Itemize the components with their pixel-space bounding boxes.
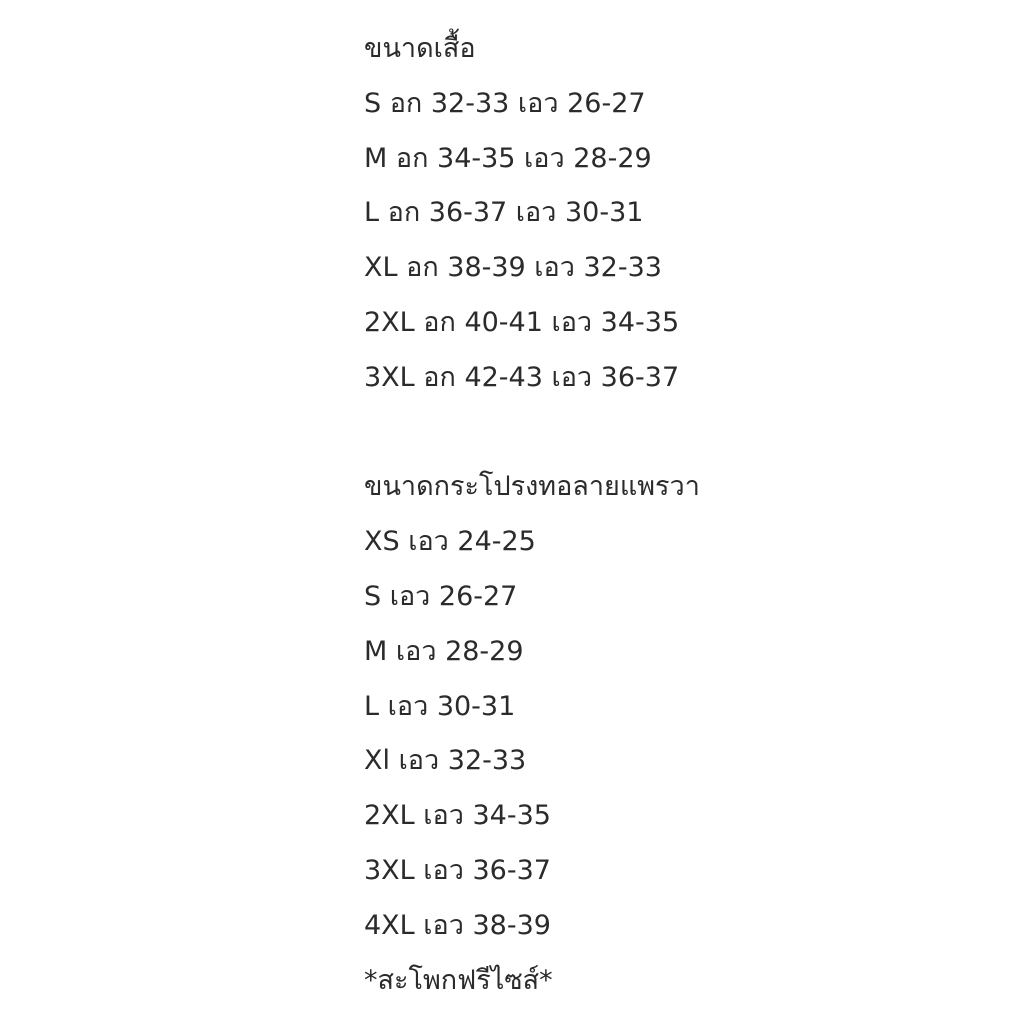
skirt-size-heading: ขนาดกระโปรงทอลายแพรวา [364, 471, 700, 503]
skirt-size-row: 4XL เอว 38-39 [364, 909, 551, 941]
skirt-size-row: M เอว 28-29 [364, 635, 524, 667]
shirt-size-row: S อก 32-33 เอว 26-27 [364, 87, 646, 119]
skirt-size-row: 2XL เอว 34-35 [364, 800, 551, 832]
skirt-size-row: XS เอว 24-25 [364, 526, 536, 558]
hip-free-size-note: *สะโพกฟรีไซส์* [364, 964, 553, 996]
shirt-size-row: 2XL อก 40-41 เอว 34-35 [364, 306, 680, 338]
shirt-size-row: 3XL อก 42-43 เอว 36-37 [364, 361, 680, 393]
shirt-size-heading: ขนาดเสื้อ [364, 33, 476, 64]
shirt-size-row: L อก 36-37 เอว 30-31 [364, 197, 644, 229]
section-spacer [364, 406, 984, 461]
skirt-size-row: S เอว 26-27 [364, 580, 518, 612]
skirt-size-row: L เอว 30-31 [364, 690, 516, 722]
shirt-size-row: XL อก 38-39 เอว 32-33 [364, 252, 662, 284]
skirt-size-row: 3XL เอว 36-37 [364, 854, 551, 886]
shirt-size-row: M อก 34-35 เอว 28-29 [364, 142, 652, 174]
skirt-size-row: Xl เอว 32-33 [364, 745, 527, 777]
size-chart-text [364, 22, 984, 1008]
